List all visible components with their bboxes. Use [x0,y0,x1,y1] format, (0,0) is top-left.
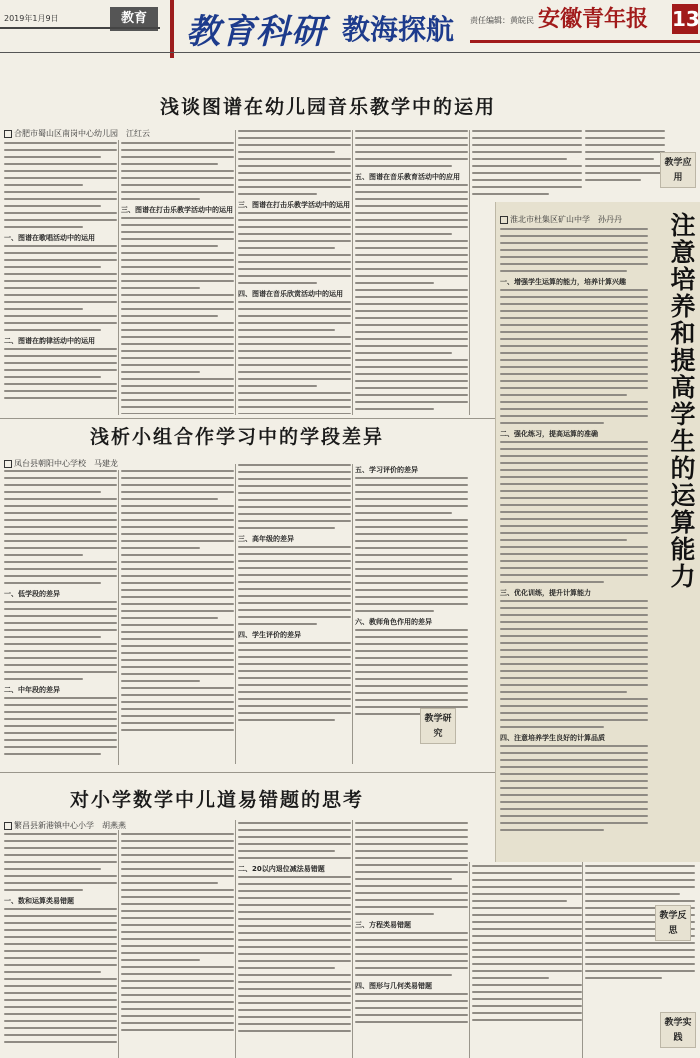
column-logo: 教育科研 [186,12,326,52]
column-subtitle: 教海探航 [342,13,455,46]
article-1-column-6 [585,130,665,190]
article-1-column-2 [121,142,234,414]
subhead: 一、低学段的差异 [4,590,60,598]
article-1-column-5 [472,130,582,202]
article-title-4: 注意培养和提高学生的运算能力 [667,212,696,590]
article-3-column-1 [4,833,117,1058]
article-3-column-3 [238,822,351,1058]
subhead: 三、高年级的差异 [238,535,294,543]
article-2-column-1 [4,470,117,760]
article-2-column-2 [121,470,234,760]
page-number: 13 [672,4,698,34]
article-2-column-3 [238,464,351,760]
subhead: 二、强化练习，提高运算的准确 [500,430,598,438]
subhead: 二、图谱在韵律活动中的运用 [4,337,95,345]
article-1-column-4 [355,130,468,414]
header-rule [0,27,160,29]
header-divider-bar [170,0,174,58]
article-3-column-2 [121,833,234,1058]
article-4-body [500,228,648,858]
article-3-column-5 [472,865,582,1058]
subhead: 五、学习评价的差异 [355,466,418,474]
article-author-4: 淮北市杜集区矿山中学 孙丹丹 [500,214,622,225]
subhead: 四、图谱在音乐欣赏活动中的运用 [238,290,343,298]
header-bottom-rule [0,52,700,53]
subhead: 六、教师角色作用的差异 [355,618,432,626]
article-title-1: 浅谈图谱在幼儿园音乐教学中的运用 [160,96,497,118]
subhead: 三、优化训练，提升计算能力 [500,589,591,597]
article-title-3: 对小学数学中儿道易错题的思考 [70,789,365,811]
article-author-3: 繁昌县新港镇中心小学 胡燕燕 [4,820,126,831]
article-1-column-3 [238,130,351,414]
subhead: 四、注意培养学生良好的计算品质 [500,734,605,742]
article-3-column-4 [355,822,468,1058]
editor-credit: 责任编辑：黄皖民 [470,16,534,25]
section-tag-teaching-reflect: 教学反思 [655,905,691,941]
section-tag-teaching-practice: 教学实践 [660,1012,696,1048]
article-author-2: 凤台县朝阳中心学校 马建龙 [4,458,118,469]
subhead: 四、学生评价的差异 [238,631,301,639]
subhead: 四、图形与几何类易错题 [355,982,432,990]
header-red-rule [470,40,700,43]
section-label: 教育 [110,7,158,31]
section-tag-teaching-apply: 教学应用 [660,152,696,188]
subhead: 二、中年段的差异 [4,686,60,694]
subhead: 三、方程类易错题 [355,921,411,929]
subhead: 五、图谱在音乐教育活动中的应用 [355,173,460,181]
subhead: 一、增强学生运算的能力，培养计算兴趣 [500,278,626,286]
subhead: 一、图谱在歌唱活动中的运用 [4,234,95,242]
subhead: 一、数和运算类易错题 [4,897,74,905]
masthead [0,0,700,58]
article-1-column-1 [4,142,117,414]
issue-date: 2019年1月9日 [4,14,59,23]
newspaper-name: 安徽青年报 [538,6,649,32]
subhead: 二、20以内退位减法易错题 [238,865,325,873]
subhead: 三、图谱在打击乐教学活动中的运用 [238,201,350,209]
subhead: 三、图谱在打击乐教学活动中的运用 [121,206,233,214]
section-tag-teaching-research: 教学研究 [420,708,456,744]
article-author-1: 合肥市蜀山区南岗中心幼儿园 江红云 [4,128,150,139]
article-title-2: 浅析小组合作学习中的学段差异 [90,426,385,448]
